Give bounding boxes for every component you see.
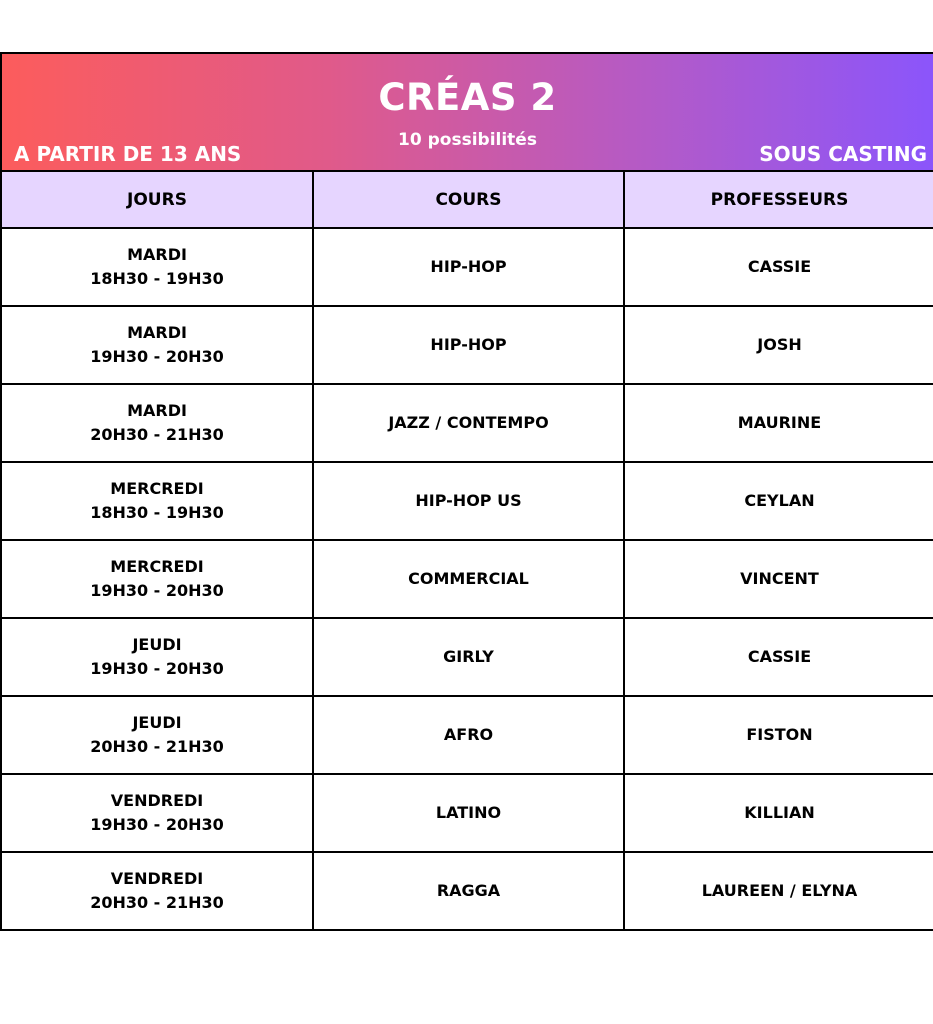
table-row [1, 384, 933, 462]
day-cell [1, 306, 313, 384]
time-label: 20H30 - 21H30 [90, 737, 224, 756]
table-row [1, 462, 933, 540]
day-label: MERCREDI [110, 557, 204, 576]
page-title: CRÉAS 2 [378, 76, 557, 119]
teacher-cell: LAUREEN / ELYNA [624, 852, 933, 930]
course-cell: HIP-HOP US [313, 462, 624, 540]
day-label: MERCREDI [110, 479, 204, 498]
schedule-sheet [0, 52, 933, 931]
page-subtitle: 10 possibilités [398, 130, 537, 150]
teacher-cell: KILLIAN [624, 774, 933, 852]
course-cell: COMMERCIAL [313, 540, 624, 618]
day-label: JEUDI [132, 713, 182, 732]
day-cell [1, 618, 313, 696]
day-cell [1, 540, 313, 618]
course-cell: AFRO [313, 696, 624, 774]
casting-label: SOUS CASTING [759, 142, 927, 166]
time-label: 19H30 - 20H30 [90, 347, 224, 366]
column-header-teachers: PROFESSEURS [624, 171, 933, 228]
day-label: VENDREDI [110, 791, 204, 810]
day-label: MARDI [127, 401, 187, 420]
table-row [1, 774, 933, 852]
course-cell: JAZZ / CONTEMPO [313, 384, 624, 462]
time-label: 20H30 - 21H30 [90, 425, 224, 444]
header-banner [0, 52, 933, 170]
day-cell [1, 228, 313, 306]
day-label: JEUDI [132, 635, 182, 654]
time-label: 19H30 - 20H30 [90, 815, 224, 834]
course-cell: RAGGA [313, 852, 624, 930]
time-label: 19H30 - 20H30 [90, 659, 224, 678]
course-cell: LATINO [313, 774, 624, 852]
teacher-cell: CEYLAN [624, 462, 933, 540]
day-cell [1, 774, 313, 852]
course-cell: HIP-HOP [313, 306, 624, 384]
table-row [1, 852, 933, 930]
teacher-cell: CASSIE [624, 228, 933, 306]
day-cell [1, 852, 313, 930]
table-row [1, 696, 933, 774]
day-label: MARDI [127, 323, 187, 342]
day-cell [1, 696, 313, 774]
day-label: VENDREDI [110, 869, 204, 888]
time-label: 18H30 - 19H30 [90, 503, 224, 522]
column-header-courses: COURS [313, 171, 624, 228]
table-row [1, 618, 933, 696]
table-row [1, 306, 933, 384]
time-label: 20H30 - 21H30 [90, 893, 224, 912]
course-cell: GIRLY [313, 618, 624, 696]
time-label: 18H30 - 19H30 [90, 269, 224, 288]
course-cell: HIP-HOP [313, 228, 624, 306]
day-cell [1, 384, 313, 462]
column-header-days: JOURS [1, 171, 313, 228]
teacher-cell: VINCENT [624, 540, 933, 618]
time-label: 19H30 - 20H30 [90, 581, 224, 600]
table-row [1, 228, 933, 306]
schedule-table [0, 170, 933, 931]
age-label: A PARTIR DE 13 ANS [14, 142, 242, 166]
teacher-cell: FISTON [624, 696, 933, 774]
table-header-row [1, 171, 933, 228]
teacher-cell: JOSH [624, 306, 933, 384]
teacher-cell: CASSIE [624, 618, 933, 696]
day-cell [1, 462, 313, 540]
table-row [1, 540, 933, 618]
day-label: MARDI [127, 245, 187, 264]
teacher-cell: MAURINE [624, 384, 933, 462]
